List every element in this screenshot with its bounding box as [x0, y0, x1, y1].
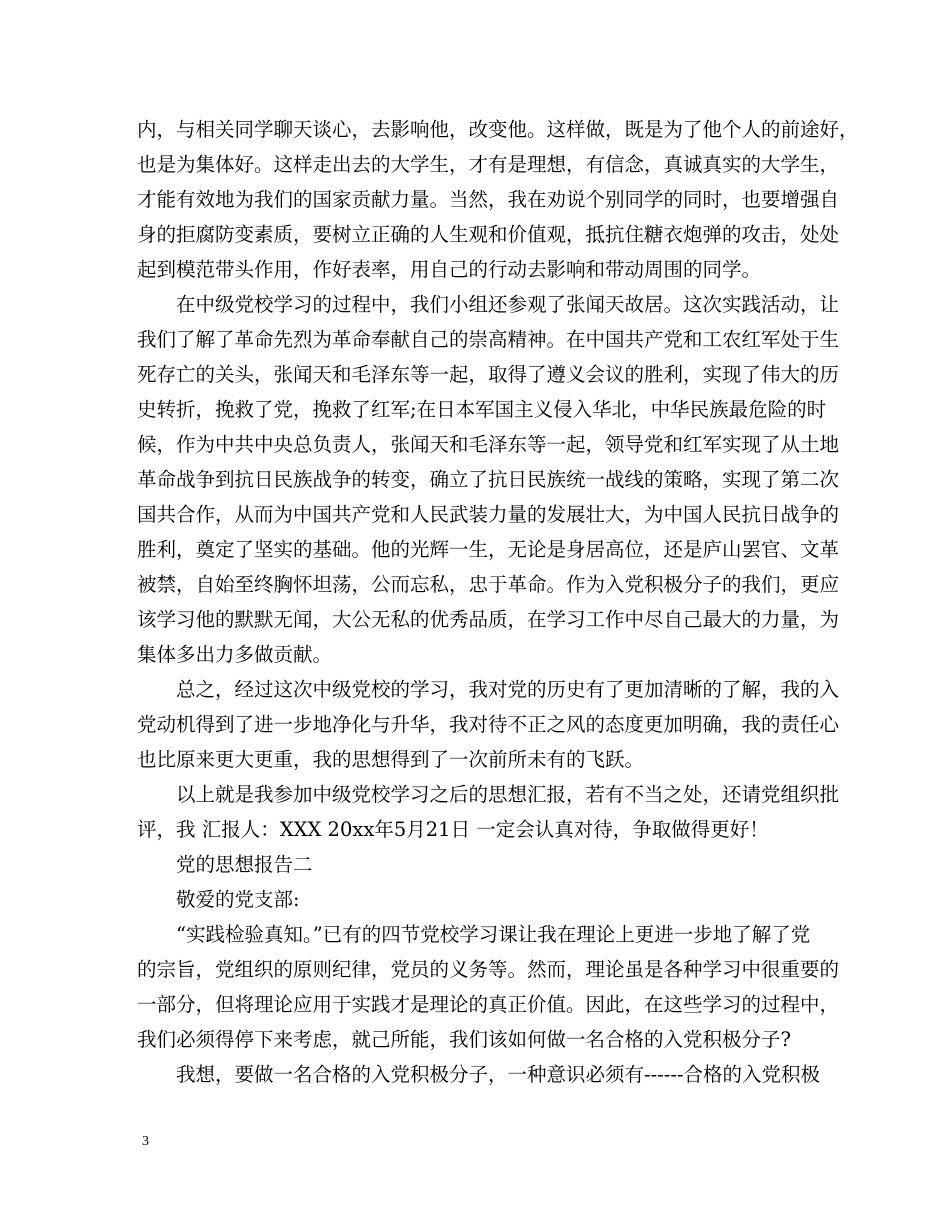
text-line: 党动机得到了进一步地净化与升华，我对待不正之风的态度更加明确，我的责任心 [137, 713, 840, 736]
page-number: 3 [142, 1134, 149, 1149]
salutation: 敬爱的党支部: [176, 888, 300, 911]
section-heading: 党的思想报告二 [176, 853, 313, 876]
text-line: 国共合作，从而为中国共产党和人民武装力量的发展壮大，为中国人民抗日战争的 [137, 503, 840, 526]
text-line: 该学习他的默默无闻，大公无私的优秀品质，在学习工作中尽自己最大的力量，为 [137, 608, 840, 631]
paragraph-start-line: 总之，经过这次中级党校的学习，我对党的历史有了更加清晰的了解，我的入 [176, 678, 840, 701]
text-line: 我们了解了革命先烈为革命奉献自己的崇高精神。在中国共产党和工农红军处于生 [137, 328, 840, 351]
text-line: 也比原来更大更重，我的思想得到了一次前所未有的飞跃。 [137, 748, 645, 771]
text-line: 胜利，奠定了坚实的基础。他的光辉一生，无论是身居高位，还是庐山罢官、文革 [137, 538, 840, 561]
text-line: 的宗旨，党组织的原则纪律，党员的义务等。然而，理论虽是各种学习中很重要的 [137, 958, 840, 981]
text-line: 内，与相关同学聊天谈心，去影响他，改变他。这样做，既是为了他个人的前途好， [137, 118, 859, 141]
text-line: 死存亡的关头，张闻天和毛泽东等一起，取得了遵义会议的胜利，实现了伟大的历 [137, 363, 840, 386]
text-line: 也是为集体好。这样走出去的大学生，才有是理想，有信念，真诚真实的大学生， [137, 153, 840, 176]
text-line: 被禁，自始至终胸怀坦荡，公而忘私，忠于革命。作为入党积极分子的我们，更应 [137, 573, 840, 596]
paragraph-start-line: “实践检验真知。”已有的四节党校学习课让我在理论上更进一步地了解了党 [176, 923, 811, 946]
paragraph-start-line: 在中级党校学习的过程中，我们小组还参观了张闻天故居。这次实践活动，让 [176, 293, 840, 316]
text-line: 我们必须得停下来考虑，就己所能，我们该如何做一名合格的入党积极分子? [137, 1028, 791, 1051]
text-line: 候，作为中共中央总负责人，张闻天和毛泽东等一起，领导党和红军实现了从土地 [137, 433, 840, 456]
text-line: 革命战争到抗日民族战争的转变，确立了抗日民族统一战线的策略，实现了第二次 [137, 468, 840, 491]
body-text [137, 112, 859, 1092]
text-line: 史转折，挽救了党，挽救了红军;在日本军国主义侵入华北，中华民族最危险的时 [137, 398, 827, 421]
text-line: 身的拒腐防变素质，要树立正确的人生观和价值观，抵抗住糖衣炮弹的攻击，处处 [137, 223, 840, 246]
text-line: 集体多出力多做贡献。 [137, 643, 333, 666]
paragraph-start-line: 我想，要做一名合格的入党积极分子，一种意识必须有------合格的入党积极 [176, 1063, 821, 1086]
text-line: 才能有效地为我们的国家贡献力量。当然，我在劝说个别同学的同时，也要增强自 [137, 188, 840, 211]
text-line: 一部分，但将理论应用于实践才是理论的真正价值。因此，在这些学习的过程中， [137, 993, 840, 1016]
paragraph-start-line: 以上就是我参加中级党校学习之后的思想汇报，若有不当之处，还请党组织批 [176, 783, 840, 806]
text-line: 评，我 汇报人：XXX 20xx年5月21日 一定会认真对待，争取做得更好！ [137, 818, 769, 841]
text-line: 起到模范带头作用，作好表率，用自己的行动去影响和带动周围的同学。 [137, 258, 762, 281]
